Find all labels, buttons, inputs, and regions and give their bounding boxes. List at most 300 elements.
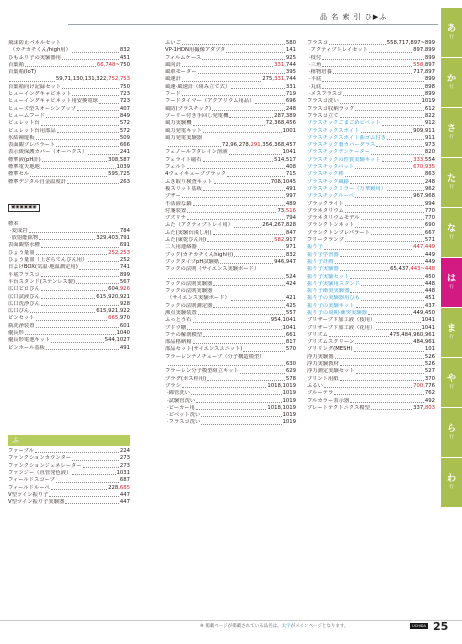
entry-pages: 723 bbox=[119, 91, 130, 98]
dot-leader bbox=[187, 217, 285, 220]
index-entry bbox=[307, 383, 435, 390]
page-ref: 917 bbox=[285, 237, 296, 244]
kana-tab[interactable] bbox=[441, 58, 462, 107]
spacer bbox=[8, 425, 130, 432]
kana-tab-suffix: 行 bbox=[449, 35, 454, 40]
entry-pages: 723 bbox=[119, 98, 130, 105]
index-entry bbox=[165, 164, 296, 171]
dot-leader bbox=[345, 173, 424, 176]
dot-leader bbox=[187, 327, 281, 330]
dot-leader bbox=[369, 49, 412, 52]
dot-leader bbox=[361, 217, 424, 220]
entry-pages: 997 bbox=[285, 193, 296, 200]
dot-leader bbox=[72, 49, 119, 52]
index-entry bbox=[8, 179, 130, 186]
entry-term: プラスチックスポイト曲ゴム付き bbox=[307, 134, 386, 141]
dot-leader bbox=[191, 392, 282, 395]
entry-pages: 1031 bbox=[116, 470, 130, 477]
entry-term: ·アクティブトレイセット bbox=[309, 47, 368, 54]
dot-leader bbox=[355, 166, 412, 169]
index-entry bbox=[165, 157, 296, 164]
dot-leader bbox=[36, 317, 108, 320]
index-entry bbox=[8, 323, 130, 330]
entry-pages: 447 bbox=[119, 499, 130, 506]
dot-leader bbox=[335, 356, 424, 359]
dot-leader bbox=[329, 42, 386, 45]
page-ref: 443~448 bbox=[410, 266, 435, 273]
index-entry bbox=[307, 266, 435, 273]
dot-leader bbox=[29, 230, 119, 233]
dot-leader bbox=[51, 487, 107, 490]
dot-leader bbox=[168, 276, 285, 279]
entry-pages: 273 bbox=[119, 455, 130, 462]
entry-term: ブックタイプpH試験紙 bbox=[165, 258, 220, 265]
index-entry bbox=[307, 164, 435, 171]
entry-pages: 601 bbox=[119, 322, 130, 329]
dot-leader bbox=[356, 370, 424, 373]
entry-pages: 437 bbox=[424, 302, 435, 309]
entry-pages: 408 bbox=[285, 164, 296, 171]
entry-pages: 715 bbox=[285, 171, 296, 178]
index-entry bbox=[165, 62, 296, 69]
entry-pages: 696 bbox=[285, 98, 296, 105]
index-subentry bbox=[8, 228, 130, 235]
dot-leader bbox=[226, 49, 285, 52]
dot-leader bbox=[368, 312, 412, 315]
entry-term: 複スリット基板 bbox=[165, 185, 202, 192]
kana-tab[interactable] bbox=[441, 8, 462, 57]
entry-term: プリント用紙 bbox=[307, 375, 339, 382]
entry-term: ピンセット bbox=[8, 315, 35, 322]
index-subentry bbox=[165, 295, 296, 302]
dot-leader bbox=[361, 283, 424, 286]
entry-pages: 475,484,960,961 bbox=[389, 331, 435, 338]
dot-leader bbox=[213, 283, 285, 286]
index-entry bbox=[8, 69, 130, 76]
dot-leader bbox=[371, 152, 424, 155]
entry-pages: 666 bbox=[119, 142, 130, 149]
index-entry bbox=[165, 332, 296, 339]
index-entry bbox=[165, 135, 296, 142]
dot-leader bbox=[213, 232, 285, 235]
index-entry bbox=[307, 332, 435, 339]
entry-pages: 1041 bbox=[421, 324, 435, 331]
index-entry bbox=[8, 308, 130, 315]
entry-pages: 912 bbox=[424, 120, 435, 127]
entry-term: ふた(実験台浅し用) bbox=[165, 229, 212, 236]
entry-term: 二人用連絡器 bbox=[165, 244, 197, 251]
entry-term: V型ツイン振り子 bbox=[8, 491, 49, 498]
page-ref: 516 bbox=[285, 207, 296, 214]
index-entry bbox=[165, 266, 296, 273]
spacer bbox=[8, 352, 130, 359]
footer-note-suffix: がメインページとなります。 bbox=[290, 624, 349, 629]
entry-pages: 101 bbox=[424, 346, 435, 353]
dot-leader bbox=[350, 181, 424, 184]
entry-term: プランクトンプレパラート bbox=[307, 229, 370, 236]
entry-term: ブズリナ bbox=[165, 215, 186, 222]
entry-pages: 580 bbox=[285, 40, 296, 46]
page-ref: 337, bbox=[413, 404, 425, 411]
entry-pages bbox=[413, 62, 435, 69]
publisher-logo: UCHIDA bbox=[410, 623, 428, 629]
index-entry bbox=[165, 76, 296, 83]
entry-term: ふた(東乾びん用) bbox=[165, 237, 207, 244]
index-entry bbox=[8, 62, 130, 69]
dot-leader bbox=[207, 239, 273, 242]
page-ref: 558, bbox=[413, 61, 425, 68]
entry-term: 標本 bbox=[8, 220, 19, 227]
dot-leader bbox=[234, 254, 285, 257]
entry-term: ひもふり子の実験器用 bbox=[8, 54, 61, 61]
index-entry bbox=[307, 222, 435, 229]
index-entry bbox=[8, 264, 130, 271]
entry-pages: 331 bbox=[285, 83, 296, 90]
dot-leader bbox=[182, 42, 285, 45]
index-subentry bbox=[165, 412, 296, 419]
entry-term: 風防(プラスチック) bbox=[165, 105, 212, 112]
index-column-3 bbox=[307, 40, 435, 412]
entry-pages: 615,920,921 bbox=[96, 293, 130, 300]
index-subentry bbox=[307, 91, 435, 98]
entry-term: ひょう量皿（上ざらてんびん用） bbox=[8, 257, 88, 264]
entry-term: 振り子の実験キット bbox=[307, 302, 355, 309]
dot-leader bbox=[72, 472, 115, 475]
entry-pages: 898 bbox=[424, 83, 435, 90]
dot-leader bbox=[227, 173, 285, 176]
entry-term: 日よけBOX(気温·地温測定用) bbox=[8, 264, 78, 271]
dot-leader bbox=[187, 210, 276, 213]
entry-term: 振り子実験用スタンド bbox=[307, 280, 360, 287]
index-entry bbox=[8, 272, 130, 279]
entry-term: ふいご bbox=[165, 40, 181, 46]
entry-pages: 424 bbox=[285, 280, 296, 287]
entry-pages: 928 bbox=[119, 300, 130, 307]
entry-term: プラスチックスポイト bbox=[307, 127, 360, 134]
entry-term: ピンホール基板 bbox=[8, 344, 45, 351]
entry-term: 振り子実験器 bbox=[307, 266, 339, 273]
index-entry bbox=[8, 499, 130, 506]
entry-pages: 557 bbox=[285, 309, 296, 316]
entry-pages: 308,587 bbox=[108, 156, 130, 163]
index-entry bbox=[165, 244, 296, 251]
entry-pages: 1001 bbox=[282, 127, 296, 134]
entry-term: 4ウェイキューブブラック bbox=[165, 171, 227, 178]
dot-leader bbox=[79, 266, 119, 269]
dot-leader bbox=[333, 71, 412, 74]
entry-term: ブリザーブド加工液（枝用） bbox=[307, 317, 376, 324]
entry-pages: 273 bbox=[119, 462, 130, 469]
index-entry bbox=[307, 281, 435, 288]
page-ref: ~750 bbox=[115, 61, 130, 68]
index-entry bbox=[307, 317, 435, 324]
page-ref: 776 bbox=[424, 382, 435, 389]
index-entry bbox=[8, 242, 130, 249]
dot-leader bbox=[49, 494, 118, 497]
entry-term: フラスコ収納ラック bbox=[307, 105, 355, 112]
dot-leader bbox=[51, 339, 103, 342]
index-entry bbox=[8, 221, 130, 228]
page-ref: 554 bbox=[424, 156, 435, 163]
kana-tab[interactable] bbox=[441, 258, 462, 307]
index-subentry bbox=[307, 62, 435, 69]
dot-leader bbox=[324, 385, 412, 388]
page-ref: 59,71,130,131,322, bbox=[55, 76, 109, 83]
entry-pages: 667 bbox=[424, 229, 435, 236]
index-subentry bbox=[165, 405, 296, 412]
dot-leader bbox=[88, 259, 118, 262]
dot-leader bbox=[62, 57, 119, 60]
entry-pages: 863 bbox=[424, 171, 435, 178]
entry-term: 標準電天地地 bbox=[8, 164, 40, 171]
dot-leader bbox=[345, 239, 424, 242]
entry-term: プラネタリウム bbox=[307, 207, 344, 214]
dot-leader bbox=[182, 93, 285, 96]
entry-pages: 491 bbox=[119, 344, 130, 351]
index-entry bbox=[8, 337, 130, 344]
dot-leader bbox=[203, 188, 285, 191]
entry-term: ·変成岩 bbox=[10, 227, 28, 234]
kana-tab[interactable] bbox=[441, 408, 462, 457]
kana-tab-label: は bbox=[446, 274, 456, 284]
index-entry bbox=[165, 113, 296, 120]
entry-term: ヒューズ型スオーシンアップ bbox=[8, 105, 76, 112]
entry-term: 振り子の周期·衝突実験器 bbox=[307, 309, 367, 316]
index-entry bbox=[307, 361, 435, 368]
entry-term: ふき取り検査キット bbox=[165, 178, 213, 185]
kana-tab[interactable] bbox=[441, 158, 462, 207]
dot-leader bbox=[371, 407, 412, 410]
page-ref: 275, bbox=[262, 76, 275, 83]
page-ref: 65,437, bbox=[390, 266, 411, 273]
entry-pages: 911 bbox=[424, 134, 435, 141]
index-entry bbox=[165, 252, 296, 259]
entry-pages: 421 bbox=[285, 295, 296, 302]
spacer bbox=[8, 403, 130, 410]
entry-pages: 571 bbox=[424, 237, 435, 244]
index-entry bbox=[307, 230, 435, 237]
page-ref: 670,935 bbox=[413, 164, 435, 171]
entry-pages bbox=[108, 286, 130, 293]
dot-leader bbox=[46, 115, 119, 118]
entry-term: 振り子の実験器用ひも bbox=[307, 295, 360, 302]
entry-term: ふるい bbox=[307, 382, 323, 389]
entry-pages: 750 bbox=[119, 83, 130, 90]
entry-term: プラスチックデシケーター bbox=[307, 149, 370, 156]
entry-pages: 708,1045 bbox=[270, 178, 296, 185]
page-ref: 665, bbox=[108, 315, 120, 322]
entry-term: ファンクションカウンター bbox=[8, 455, 72, 462]
entry-term: ·平底 bbox=[309, 76, 322, 83]
dot-leader bbox=[322, 57, 424, 60]
index-entry bbox=[165, 106, 296, 113]
index-column-1 bbox=[8, 40, 130, 507]
index-entry bbox=[8, 279, 130, 286]
dot-leader bbox=[193, 341, 285, 344]
entry-term: 振り子学習器 bbox=[307, 251, 339, 258]
index-entry bbox=[307, 149, 435, 156]
dot-leader bbox=[340, 378, 424, 381]
dot-leader bbox=[99, 100, 119, 103]
entry-pages: 241 bbox=[119, 149, 130, 156]
dot-leader bbox=[201, 421, 281, 424]
index-entry bbox=[307, 135, 435, 142]
entry-term: プラスチック風路 bbox=[307, 178, 349, 185]
entry-term: フナの解剖模型 bbox=[165, 331, 203, 338]
page-ref: 604, bbox=[108, 286, 120, 293]
entry-pages: 741 bbox=[119, 264, 130, 271]
index-entry bbox=[307, 252, 435, 259]
entry-term: プラスチック製カバーグラス bbox=[307, 142, 376, 149]
entry-pages: 572 bbox=[119, 120, 130, 127]
kana-tab[interactable] bbox=[441, 358, 462, 407]
dot-leader bbox=[72, 93, 118, 96]
dot-leader bbox=[340, 115, 424, 118]
entry-pages: 691 bbox=[119, 242, 130, 249]
entry-pages: 832 bbox=[285, 251, 296, 258]
dot-leader bbox=[322, 79, 424, 82]
dot-leader bbox=[25, 64, 96, 67]
entry-pages: 832 bbox=[119, 47, 130, 54]
index-entry bbox=[165, 201, 296, 208]
index-subentry bbox=[165, 398, 296, 405]
index-entry bbox=[307, 128, 435, 135]
index-entry bbox=[307, 186, 435, 193]
entry-term: プラスチック棒 bbox=[307, 171, 344, 178]
entry-pages bbox=[274, 62, 296, 69]
dot-leader bbox=[345, 203, 424, 206]
entry-pages: 630 bbox=[285, 361, 296, 368]
index-entry bbox=[165, 230, 296, 237]
index-subentry bbox=[165, 390, 296, 397]
index-entry bbox=[307, 405, 435, 412]
entry-pages bbox=[390, 266, 435, 273]
entry-term: ·枝付 bbox=[309, 54, 322, 61]
kana-tab-suffix: 行 bbox=[449, 485, 454, 490]
dot-leader bbox=[41, 122, 119, 125]
entry-pages: 615,921,922 bbox=[96, 308, 130, 315]
dot-leader bbox=[36, 137, 119, 140]
index-entry bbox=[307, 339, 435, 346]
dot-leader bbox=[361, 297, 424, 300]
spacer bbox=[8, 418, 130, 425]
entry-pages: 514,517 bbox=[274, 156, 296, 163]
entry-term: プラネタリウムモデル bbox=[307, 215, 360, 222]
entry-term: 優長形電池キット bbox=[8, 337, 51, 344]
index-entry bbox=[165, 120, 296, 127]
index-subentry bbox=[165, 419, 296, 426]
entry-term: 部品格納箱 bbox=[165, 339, 192, 346]
entry-term: （サイエンス実験ボード） bbox=[167, 295, 230, 302]
page-ref: 970 bbox=[119, 315, 130, 322]
spacer bbox=[8, 396, 130, 403]
entry-term: ·綿管洗い bbox=[167, 390, 190, 397]
index-entry bbox=[165, 69, 296, 76]
dot-leader bbox=[182, 64, 273, 67]
dot-leader bbox=[324, 246, 412, 249]
entry-pages bbox=[277, 208, 296, 215]
dot-leader bbox=[203, 159, 273, 162]
kana-tab-label: ら bbox=[446, 424, 456, 434]
entry-pages: 448 bbox=[424, 288, 435, 295]
kana-tab[interactable] bbox=[441, 458, 462, 507]
index-entry bbox=[165, 40, 296, 47]
entry-pages: 971 bbox=[285, 244, 296, 251]
entry-term: 風向計 bbox=[165, 61, 181, 68]
entry-term: ヒュームフード bbox=[8, 112, 45, 119]
dot-leader bbox=[335, 261, 424, 264]
entry-pages: 370 bbox=[424, 375, 435, 382]
kana-tab[interactable] bbox=[441, 208, 462, 257]
dot-leader bbox=[198, 71, 285, 74]
index-entry bbox=[8, 91, 130, 98]
entry-pages: 1041 bbox=[421, 317, 435, 324]
dot-leader bbox=[198, 312, 285, 315]
entry-term: フルカラー表示器 bbox=[307, 397, 350, 404]
index-entry bbox=[8, 142, 130, 149]
entry-term: フラスコ洗い bbox=[307, 98, 339, 105]
entry-pages: 817 bbox=[285, 339, 296, 346]
footer-note-prefix: ※ 掲載ページが掲載されている品名は、 bbox=[200, 624, 282, 629]
page-ref: 700, bbox=[413, 382, 425, 389]
index-entry bbox=[307, 303, 435, 310]
dot-leader bbox=[30, 173, 107, 176]
index-entry bbox=[165, 303, 296, 310]
dot-leader bbox=[371, 232, 424, 235]
entry-term: 風速·風速計（組み立て式） bbox=[165, 83, 231, 90]
index-entry bbox=[307, 288, 435, 295]
dot-leader bbox=[340, 268, 389, 271]
entry-term: 標準液(pH計) bbox=[8, 156, 41, 163]
dot-leader bbox=[350, 276, 423, 279]
page-ref: 685 bbox=[119, 484, 130, 491]
entry-term: ·植物培養 bbox=[309, 69, 332, 76]
entry-term: 部品セット(サイエンスユニット) bbox=[165, 346, 243, 353]
index-entry bbox=[307, 346, 435, 353]
page-ref: 252,253 bbox=[108, 249, 130, 256]
index-subentry bbox=[307, 84, 435, 91]
entry-pages: 1041 bbox=[282, 149, 296, 156]
entry-pages: 687 bbox=[119, 477, 130, 484]
kana-tab[interactable] bbox=[441, 308, 462, 357]
entry-term: ふた（アクティブトレイ用） bbox=[165, 222, 234, 229]
index-entry bbox=[8, 55, 130, 62]
entry-term: ファンジー（直管発色液） bbox=[8, 470, 72, 477]
entry-pages: 248 bbox=[285, 105, 296, 112]
entry-term: 風速計 bbox=[165, 76, 181, 83]
entry-term: プラスチックバット bbox=[307, 164, 354, 171]
entry-term: フィールドルーペ bbox=[8, 484, 50, 491]
index-entry bbox=[165, 215, 296, 222]
entry-term: フラーレン分子模型組立キット bbox=[165, 368, 239, 375]
dot-leader bbox=[207, 378, 285, 381]
dot-leader bbox=[334, 392, 424, 395]
index-entry bbox=[8, 470, 130, 477]
kana-tab[interactable] bbox=[441, 108, 462, 157]
entry-term: 風力実験機 bbox=[165, 120, 192, 127]
kana-tab-suffix: 行 bbox=[449, 185, 454, 190]
entry-term: フックの法則（サイエンス実験ボード） bbox=[165, 266, 260, 273]
dot-leader bbox=[46, 347, 119, 350]
index-entry bbox=[8, 315, 130, 322]
entry-pages bbox=[413, 383, 435, 390]
index-entry bbox=[165, 55, 296, 62]
entry-term: フィルムケース bbox=[165, 54, 202, 61]
dot-leader bbox=[83, 465, 119, 468]
dot-leader bbox=[355, 108, 423, 111]
entry-pages: 822 bbox=[424, 112, 435, 119]
dot-leader bbox=[231, 86, 285, 89]
